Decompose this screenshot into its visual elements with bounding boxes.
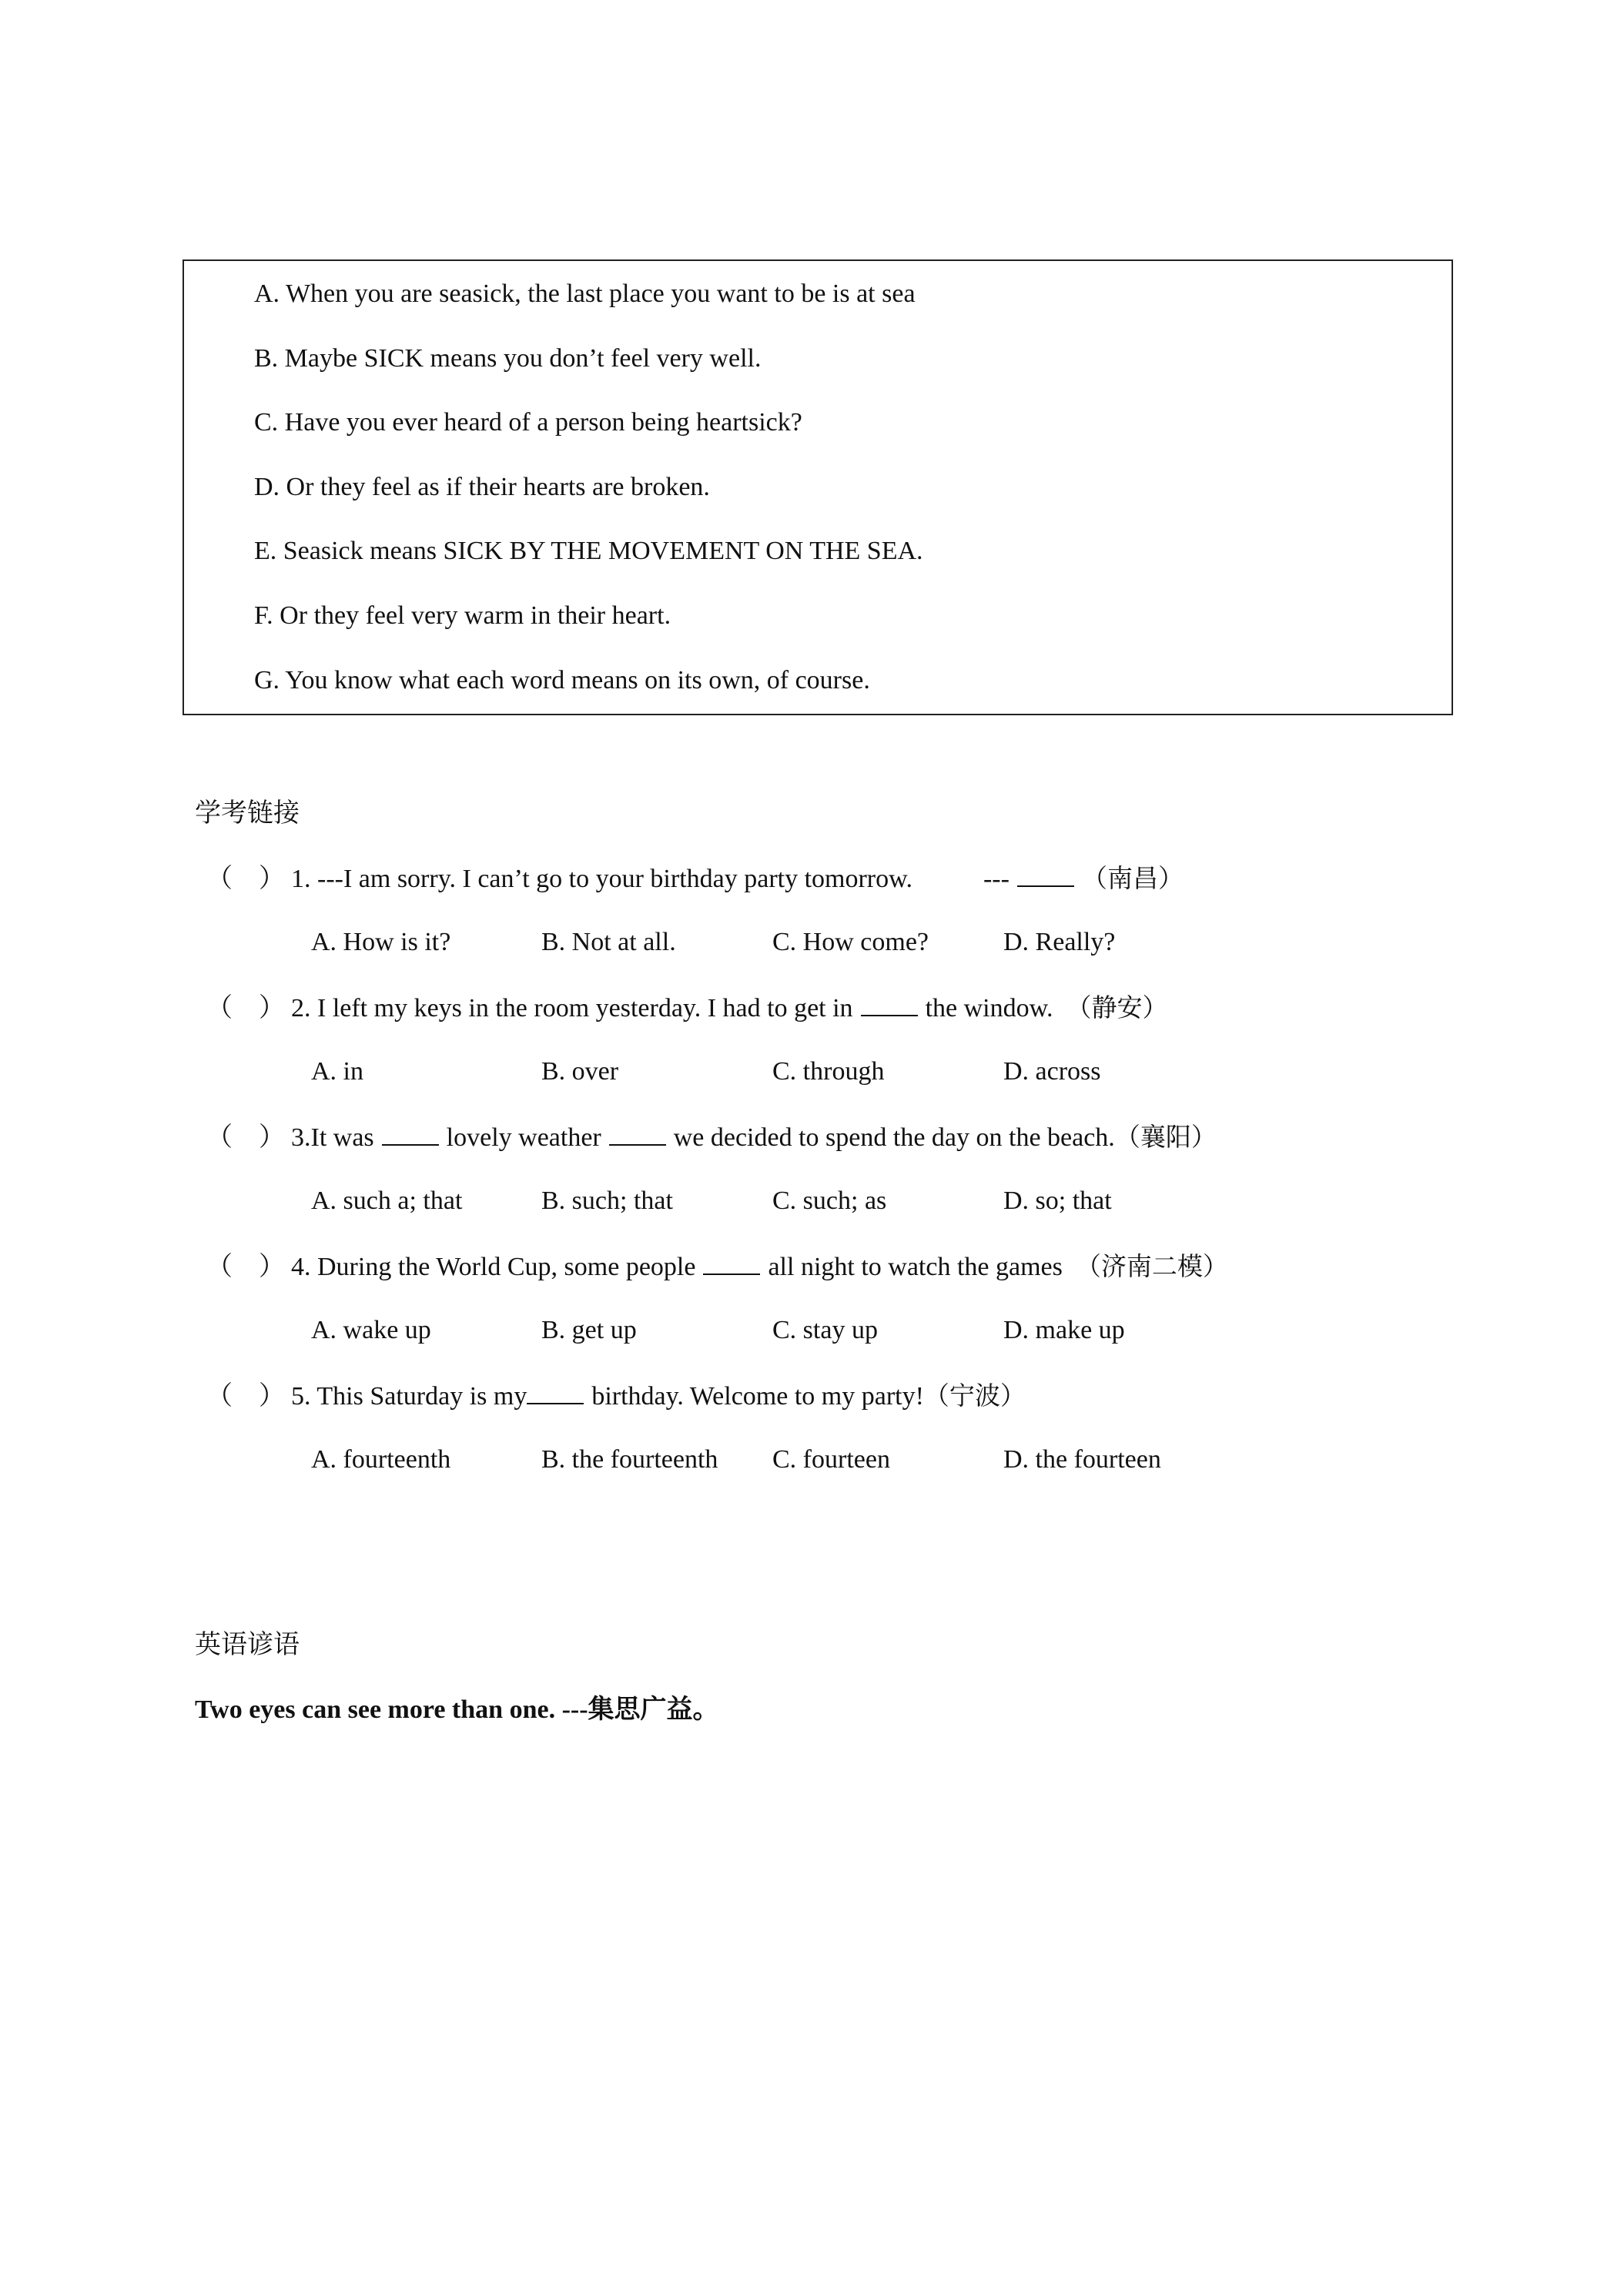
choice-a: A. How is it?	[311, 928, 451, 956]
answer-bracket: （ ）	[206, 1253, 285, 1281]
question-text: 4. During the World Cup, some people	[291, 1253, 696, 1281]
question-region: （南昌）	[1081, 863, 1184, 893]
choice-c: C. stay up	[772, 1316, 878, 1344]
answer-bracket: （ ）	[206, 1123, 285, 1152]
option-c: C. Have you ever heard of a person being heartsick?	[254, 408, 802, 437]
question-text: 1. ---I am sorry. I can’t go to your birthday party tomorrow.	[291, 865, 912, 893]
question-5	[206, 1380, 1026, 1412]
choice-d: D. Really?	[1003, 928, 1116, 956]
choice-b: B. get up	[541, 1316, 637, 1344]
question-region: （济南二模）	[1075, 1251, 1228, 1281]
choice-a: A. fourteenth	[311, 1445, 451, 1474]
section-heading-exam: 学考链接	[195, 798, 300, 828]
question-text-end: birthday. Welcome to my party!	[591, 1382, 924, 1411]
choice-d: D. so; that	[1003, 1186, 1112, 1215]
choice-d: D. make up	[1003, 1316, 1125, 1344]
option-b: B. Maybe SICK means you don’t feel very well.	[254, 344, 762, 373]
section-heading-proverb: 英语谚语	[195, 1629, 300, 1660]
answer-blank	[861, 992, 918, 1016]
question-3	[206, 1121, 1217, 1153]
answer-blank	[609, 1121, 666, 1146]
choice-a: A. such a; that	[311, 1186, 463, 1215]
question-text: 3.It was	[291, 1123, 374, 1152]
question-text-end: all night to watch the games	[768, 1253, 1063, 1281]
proverb	[195, 1694, 719, 1725]
option-g: G. You know what each word means on its own, of course.	[254, 666, 870, 694]
choice-b: B. the fourteenth	[541, 1445, 718, 1474]
answer-blank	[703, 1250, 760, 1275]
question-region: （宁波）	[923, 1381, 1026, 1411]
choice-a: A. wake up	[311, 1316, 431, 1344]
answer-bracket: （ ）	[206, 865, 285, 893]
question-text-end: we decided to spend the day on the beach.	[673, 1123, 1115, 1152]
proverb-chinese: 集思广益。	[588, 1694, 719, 1725]
question-region: （襄阳）	[1114, 1122, 1217, 1152]
answer-bracket: （ ）	[206, 994, 285, 1022]
choice-b: B. over	[541, 1057, 619, 1086]
options-box	[182, 259, 1453, 715]
question-text: 2. I left my keys in the room yesterday. I had to get in	[291, 994, 853, 1022]
option-f: F. Or they feel very warm in their heart.	[254, 601, 671, 630]
answer-bracket: （ ）	[206, 1382, 285, 1411]
answer-blank	[1017, 862, 1074, 887]
option-a: A. When you are seasick, the last place you want to be is at sea	[254, 279, 916, 308]
answer-blank	[382, 1121, 439, 1146]
question-4	[206, 1250, 1228, 1283]
choice-b: B. such; that	[541, 1186, 673, 1215]
question-text-mid: lovely weather	[446, 1123, 601, 1152]
choice-b: B. Not at all.	[541, 928, 676, 956]
question-text-reply: ---	[983, 865, 1010, 893]
option-d: D. Or they feel as if their hearts are broken.	[254, 473, 710, 501]
choice-c: C. fourteen	[772, 1445, 890, 1474]
choice-d: D. across	[1003, 1057, 1101, 1086]
choice-c: C. How come?	[772, 928, 929, 956]
question-1	[206, 862, 1184, 895]
option-e: E. Seasick means SICK BY THE MOVEMENT ON THE SEA.	[254, 537, 923, 565]
question-text: 5. This Saturday is my	[291, 1382, 527, 1411]
choice-c: C. through	[772, 1057, 885, 1086]
proverb-english: Two eyes can see more than one. ---	[195, 1695, 588, 1724]
choice-d: D. the fourteen	[1003, 1445, 1161, 1474]
answer-blank	[527, 1380, 584, 1404]
question-2	[206, 992, 1167, 1024]
question-text-end: the window.	[925, 994, 1053, 1022]
choice-c: C. such; as	[772, 1186, 887, 1215]
question-region: （静安）	[1066, 992, 1168, 1022]
choice-a: A. in	[311, 1057, 363, 1086]
